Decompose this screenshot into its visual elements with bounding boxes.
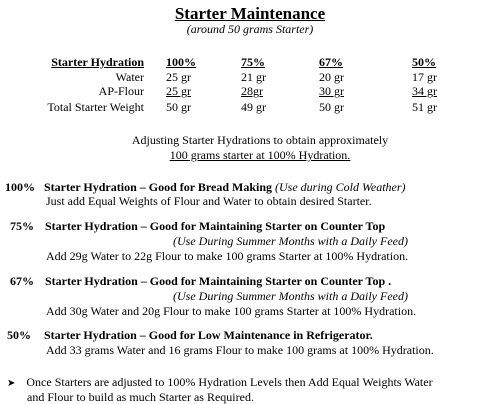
bullet-text-1: Once Starters are adjusted to 100% Hydration Levels then Add Equal Weights Water	[26, 375, 433, 389]
row-label: Total Starter Weight	[47, 100, 144, 114]
cell-value: 51 gr	[412, 100, 437, 114]
cell-value: 50 gr	[319, 100, 344, 114]
page-subtitle: (around 50 grams Starter)	[186, 22, 314, 36]
table-row-flour	[0, 84, 500, 98]
section-heading: Starter Hydration – Good for Maintaining Starter on Counter Top .	[45, 274, 392, 288]
table-header-50: 50%	[412, 55, 436, 69]
section-pct: 67%	[10, 274, 34, 288]
arrow-bullet-icon: ➤	[7, 378, 16, 389]
section-pct: 75%	[10, 219, 34, 233]
cell-value: 25 gr	[166, 84, 191, 98]
table-header-label: Starter Hydration	[51, 55, 144, 69]
table-row-total	[0, 100, 500, 114]
section-100-body: Just add Equal Weights of Flour and Water to obtain desired Starter.	[46, 194, 372, 208]
bullet-line-2: and Flour to build as much Starter as Required.	[27, 390, 254, 404]
cell-value: 17 gr	[412, 70, 437, 84]
adjusting-line-2	[10, 148, 500, 162]
section-note: (Use during Cold Weather)	[275, 180, 406, 194]
section-67-body: Add 30g Water and 20g Flour to make 100 grams Starter at 100% Hydration.	[46, 304, 417, 318]
cell-value: 21 gr	[241, 70, 266, 84]
cell-value: 34 gr	[412, 84, 437, 98]
cell-value: 50 gr	[166, 100, 191, 114]
section-heading: Starter Hydration – Good for Maintaining Starter on Counter Top	[45, 219, 386, 233]
page-title: Starter Maintenance	[174, 4, 326, 23]
section-50-heading	[7, 328, 373, 342]
section-67-heading	[10, 274, 391, 288]
cell-value: 25 gr	[166, 70, 191, 84]
table-header-100: 100%	[166, 55, 196, 69]
cell-value: 28gr	[241, 84, 263, 98]
section-pct: 50%	[7, 328, 31, 342]
adjusting-line-1: Adjusting Starter Hydrations to obtain approximately	[131, 133, 389, 147]
section-50-body: Add 33 grams Water and 16 grams Flour to make 100 grams at 100% Hydration.	[46, 343, 434, 357]
bullet-line-1	[7, 375, 433, 391]
section-75-body: Add 29g Water to 22g Flour to make 100 grams Starter at 100% Hydration.	[46, 249, 409, 263]
section-75-note: (Use During Summer Months with a Daily Feed)	[173, 234, 408, 248]
row-label: AP-Flour	[98, 84, 144, 98]
table-header-67: 67%	[319, 55, 343, 69]
section-100-heading	[5, 180, 406, 194]
cell-value: 49 gr	[241, 100, 266, 114]
section-heading: Starter Hydration – Good for Bread Making	[44, 180, 272, 194]
section-heading: Starter Hydration – Good for Low Maintenance in Refrigerator.	[44, 328, 373, 342]
adjusting-line-2-text: 100 grams starter at 100% Hydration.	[169, 148, 351, 162]
table-header-75: 75%	[241, 55, 265, 69]
section-pct: 100%	[5, 180, 35, 194]
cell-value: 20 gr	[319, 70, 344, 84]
table-row-water	[0, 70, 500, 84]
table-header-row	[0, 55, 500, 69]
cell-value: 30 gr	[319, 84, 344, 98]
section-67-note: (Use During Summer Months with a Daily Feed)	[173, 289, 408, 303]
section-75-heading	[10, 219, 385, 233]
row-label: Water	[115, 70, 144, 84]
